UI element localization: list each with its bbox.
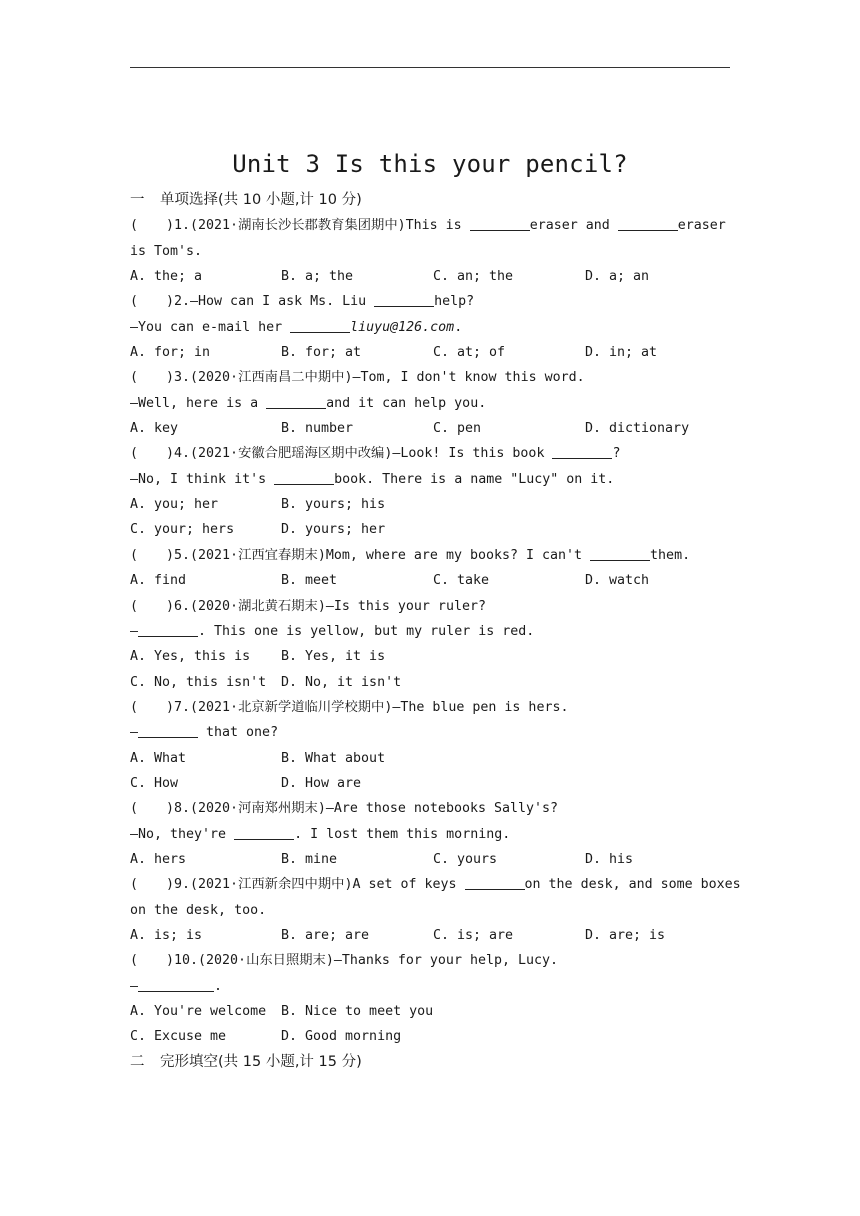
question-8: ( )8.(2020·河南郑州期末)—Are those notebooks Sally's? [130,796,732,821]
option-b[interactable]: B. for; at [281,345,362,361]
option-b[interactable]: B. What about [281,750,386,766]
section-1-heading [130,188,732,213]
question-4-options-row-2 [130,517,732,542]
answer-blank[interactable] [138,977,214,992]
answer-paren[interactable]: ( [130,877,139,893]
question-2-line-2: —You can e-mail her liuyu@126.com. [130,319,463,335]
answer-paren[interactable]: ( [130,598,139,614]
section-number: 二 [130,1053,145,1070]
question-4-line-2: —No, I think it's book. There is a name "Lucy" on it. [130,471,615,487]
question-8-line-2: —No, they're . I lost them this morning. [130,826,511,842]
section-number: 一 [130,192,145,208]
option-b[interactable]: B. a; the [281,269,354,285]
answer-paren[interactable]: ( [130,699,139,715]
option-a[interactable]: A. is; is [130,927,203,943]
answer-blank[interactable] [274,470,334,485]
section-2-heading [130,1050,732,1075]
option-a[interactable]: A. you; her [130,497,219,513]
answer-paren[interactable]: ( [130,294,139,310]
option-d[interactable]: D. Good morning [281,1029,402,1045]
option-b[interactable]: B. mine [281,851,338,867]
question-4-options [130,492,732,517]
option-a[interactable]: A. You're welcome [130,1004,267,1019]
answer-blank[interactable] [618,216,678,231]
option-d[interactable]: D. in; at [585,345,658,361]
question-10: ( )10.(2020·山东日照期末)—Thanks for your help, Lucy. [130,948,732,973]
option-d[interactable]: D. No, it isn't [281,674,402,690]
answer-blank[interactable] [465,875,525,890]
option-c[interactable]: C. Excuse me [130,1029,227,1045]
answer-paren[interactable]: ( [130,218,139,234]
option-a[interactable]: A. What [130,750,187,766]
question-3-line-2: —Well, here is a and it can help you. [130,395,487,411]
option-c[interactable]: C. No, this isn't [130,674,267,690]
option-c[interactable]: C. take [433,573,490,589]
answer-blank[interactable] [234,825,294,840]
option-c[interactable]: C. How [130,775,179,791]
question-7-options-row-2 [130,771,732,796]
question-10-line-2: — . [130,978,223,994]
question-5: ( )5.(2021·江西宜春期末)Mom, where are my books? I can't them. [130,543,732,568]
option-d[interactable]: D. are; is [585,927,666,943]
question-9-cont: on the desk, too. [130,902,267,918]
answer-paren[interactable]: ( [130,953,139,969]
question-6-options-row-2 [130,670,732,695]
header-rule [130,67,730,68]
answer-paren[interactable]: ( [130,547,139,563]
option-c[interactable]: C. at; of [433,345,506,361]
option-a[interactable]: A. hers [130,851,187,867]
answer-blank[interactable] [590,546,650,561]
option-b[interactable]: B. are; are [281,927,370,943]
question-1: ( )1.(2021·湖南长沙长郡教育集团期中)This is eraser and eraser [130,213,732,238]
option-a[interactable]: A. key [130,421,179,437]
question-10-options [130,999,732,1024]
question-10-options-row-2 [130,1024,732,1049]
option-a[interactable]: A. find [130,573,187,589]
option-b[interactable]: B. yours; his [281,497,386,513]
answer-blank[interactable] [290,318,350,333]
option-c[interactable]: C. an; the [433,269,514,285]
option-d[interactable]: D. How are [281,775,362,791]
question-3-options [130,416,732,441]
page-title: Unit 3 Is this your pencil? [232,150,628,178]
question-4: ( )4.(2021·安徽合肥瑶海区期中改编)—Look! Is this book ? [130,441,732,466]
question-6-line-2: — . This one is yellow, but my ruler is red. [130,623,535,639]
answer-blank[interactable] [266,394,326,409]
option-d[interactable]: D. his [585,851,634,867]
option-b[interactable]: B. Nice to meet you [281,1004,434,1019]
option-d[interactable]: D. yours; her [281,522,386,538]
option-a[interactable]: A. Yes, this is [130,649,251,665]
answer-blank[interactable] [552,444,612,459]
worksheet-body [130,188,741,1075]
answer-blank[interactable] [138,622,198,637]
section-label: 完形填空(共 15 小题,计 15 分) [160,1053,362,1070]
option-d[interactable]: D. watch [585,573,650,589]
option-d[interactable]: D. dictionary [585,421,690,437]
question-3: ( )3.(2020·江西南昌二中期中)—Tom, I don't know this word. [130,365,732,390]
question-2-options [130,340,732,365]
answer-paren[interactable]: ( [130,801,139,817]
email-address: liuyu@126.com [350,319,455,335]
option-a[interactable]: A. for; in [130,345,211,361]
option-d[interactable]: D. a; an [585,269,650,285]
option-c[interactable]: C. your; hers [130,522,235,538]
answer-paren[interactable]: ( [130,446,139,462]
answer-blank[interactable] [138,723,198,738]
option-b[interactable]: B. number [281,421,354,437]
question-6: ( )6.(2020·湖北黄石期末)—Is this your ruler? [130,594,732,619]
option-c[interactable]: C. is; are [433,927,514,943]
answer-blank[interactable] [374,292,434,307]
question-1-cont: is Tom's. [130,243,203,259]
question-7-line-2: — that one? [130,725,279,741]
option-b[interactable]: B. meet [281,573,338,589]
option-b[interactable]: B. Yes, it is [281,649,386,665]
question-6-options [130,644,732,669]
question-1-options [130,264,732,289]
question-7-options [130,746,732,771]
answer-paren[interactable]: ( [130,370,139,386]
question-8-options [130,847,732,872]
question-7: ( )7.(2021·北京新学道临川学校期中)—The blue pen is hers. [130,695,732,720]
option-c[interactable]: C. pen [433,421,482,437]
question-2: ( )2.—How can I ask Ms. Liu help? [130,289,732,314]
option-c[interactable]: C. yours [433,851,498,867]
question-9: ( )9.(2021·江西新余四中期中)A set of keys on the desk, and some boxes [130,872,732,897]
question-9-options [130,923,732,948]
section-label: 单项选择(共 10 小题,计 10 分) [160,192,362,208]
answer-blank[interactable] [470,216,530,231]
option-a[interactable]: A. the; a [130,269,203,285]
question-5-options [130,568,732,593]
